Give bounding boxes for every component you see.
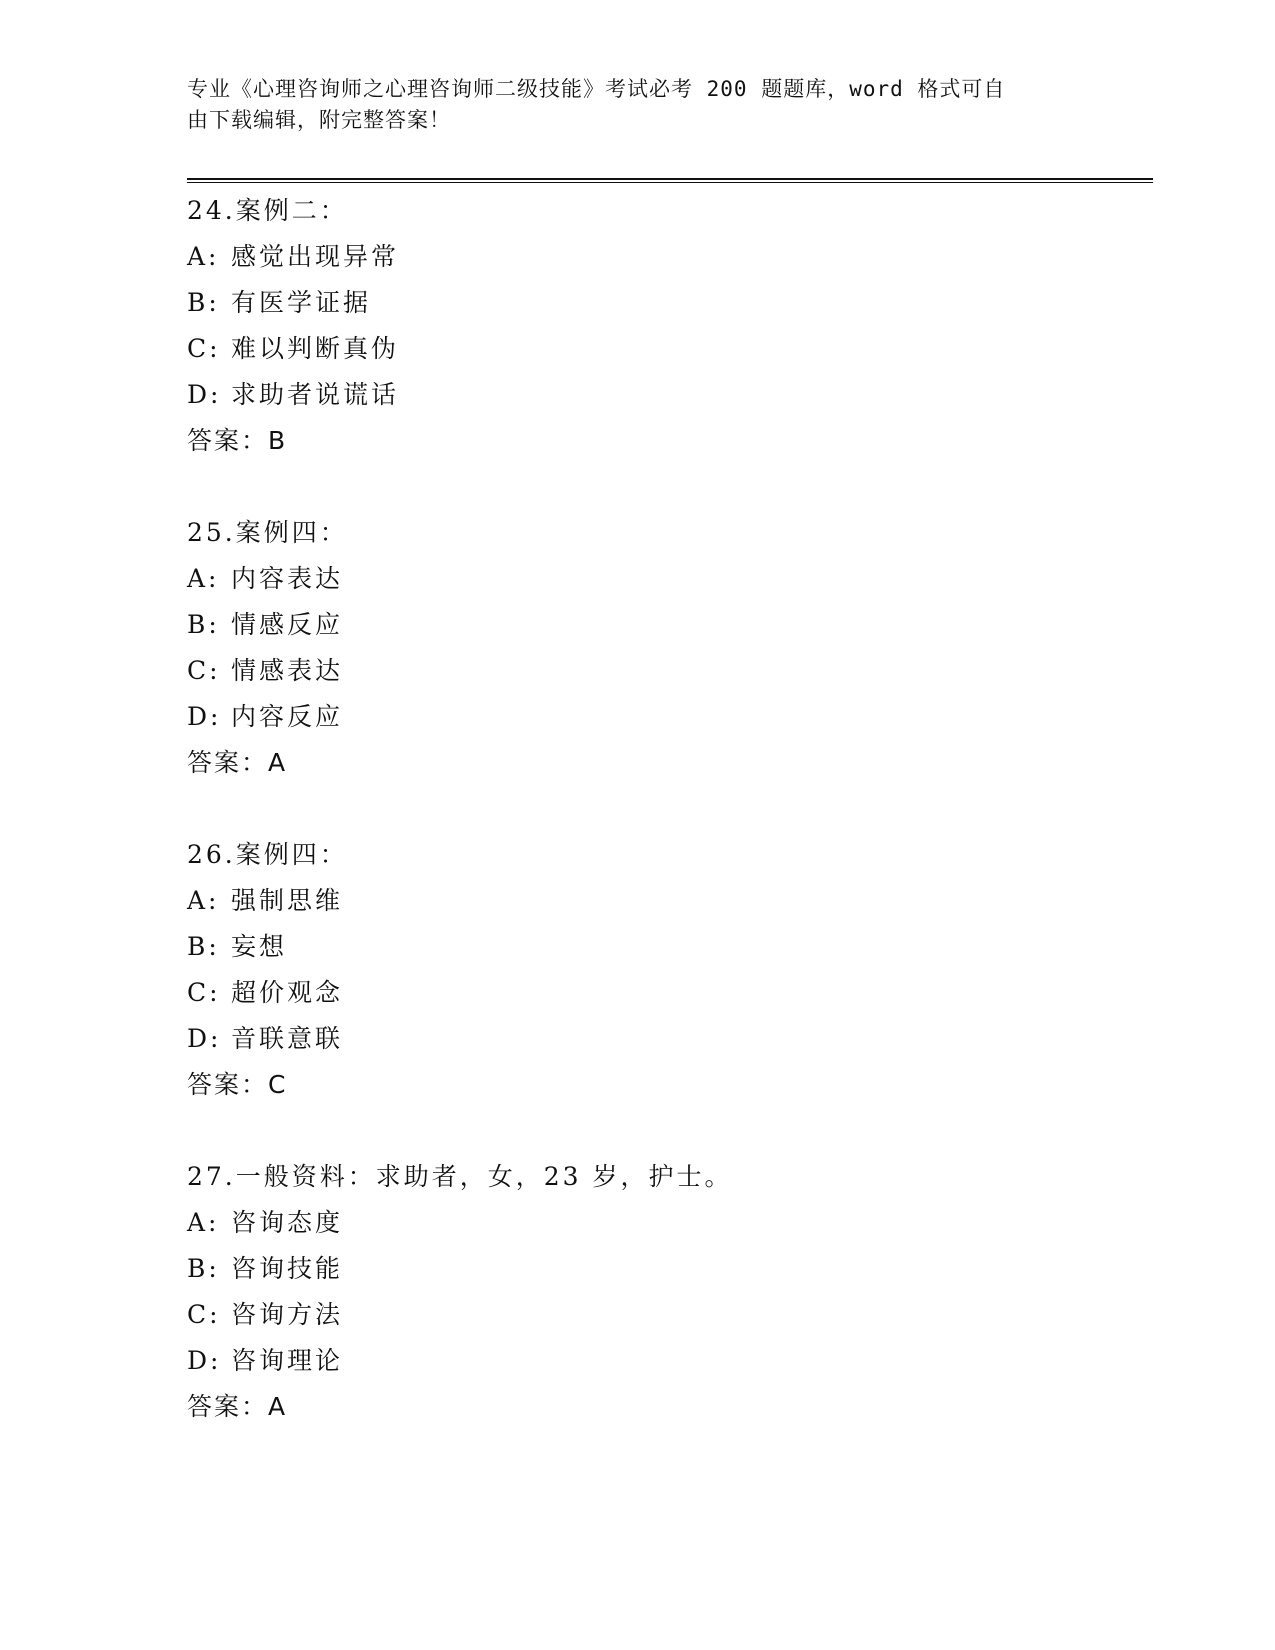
- answer-line: 答案：A: [187, 748, 288, 777]
- header-line-2: 由下载编辑，附完整答案！: [187, 108, 451, 132]
- question-block: [187, 510, 1147, 786]
- option-text: 情感反应: [231, 610, 344, 639]
- option-letter: A:: [187, 564, 220, 593]
- question-stem: 25.案例四：: [187, 518, 348, 547]
- option-text: 求助者说谎话: [231, 380, 400, 409]
- question-stem: 26.案例四：: [187, 840, 348, 869]
- option-a: [187, 1200, 1147, 1246]
- option-a: [187, 556, 1147, 602]
- option-letter: C:: [187, 1300, 221, 1329]
- option-c: [187, 970, 1147, 1016]
- option-text: 感觉出现异常: [231, 242, 400, 271]
- option-text: 超价观念: [231, 978, 344, 1007]
- option-b: [187, 1246, 1147, 1292]
- option-letter: B:: [187, 610, 220, 639]
- option-b: [187, 280, 1147, 326]
- option-text: 强制思维: [231, 886, 344, 915]
- option-letter: C:: [187, 978, 221, 1007]
- option-letter: C:: [187, 334, 221, 363]
- question-block: [187, 1154, 1147, 1430]
- option-letter: D:: [187, 380, 222, 409]
- option-letter: B:: [187, 932, 220, 961]
- option-text: 内容反应: [231, 702, 344, 731]
- answer-line: 答案：C: [187, 1070, 288, 1099]
- option-text: 有医学证据: [231, 288, 372, 317]
- option-d: [187, 1338, 1147, 1384]
- option-letter: A:: [187, 886, 220, 915]
- option-c: [187, 648, 1147, 694]
- option-a: [187, 234, 1147, 280]
- option-letter: B:: [187, 1254, 220, 1283]
- option-d: [187, 1016, 1147, 1062]
- option-text: 音联意联: [231, 1024, 344, 1053]
- option-letter: D:: [187, 1346, 222, 1375]
- answer-line: 答案：B: [187, 426, 288, 455]
- option-text: 妄想: [231, 932, 288, 961]
- option-text: 咨询态度: [231, 1208, 344, 1237]
- option-d: [187, 694, 1147, 740]
- option-text: 咨询方法: [231, 1300, 344, 1329]
- question-list: [187, 188, 1147, 1476]
- option-a: [187, 878, 1147, 924]
- question-stem: 24.案例二：: [187, 196, 348, 225]
- option-letter: C:: [187, 656, 221, 685]
- option-letter: B:: [187, 288, 220, 317]
- option-c: [187, 326, 1147, 372]
- question-block: [187, 832, 1147, 1108]
- document-header: [187, 74, 1067, 136]
- option-letter: D:: [187, 1024, 222, 1053]
- option-b: [187, 924, 1147, 970]
- option-d: [187, 372, 1147, 418]
- question-stem: 27.一般资料：求助者，女，23 岁，护士。: [187, 1162, 733, 1191]
- question-block: [187, 188, 1147, 464]
- option-text: 咨询理论: [231, 1346, 344, 1375]
- option-text: 咨询技能: [231, 1254, 344, 1283]
- option-text: 难以判断真伪: [231, 334, 400, 363]
- option-letter: A:: [187, 242, 220, 271]
- header-divider-thick: [187, 178, 1153, 180]
- option-text: 情感表达: [231, 656, 344, 685]
- option-text: 内容表达: [231, 564, 344, 593]
- option-letter: A:: [187, 1208, 220, 1237]
- answer-line: 答案：A: [187, 1392, 288, 1421]
- header-divider-thin: [187, 182, 1153, 183]
- option-c: [187, 1292, 1147, 1338]
- option-letter: D:: [187, 702, 222, 731]
- header-line-1: 专业《心理咨询师之心理咨询师二级技能》考试必考 200 题题库，word 格式可自: [187, 77, 1006, 101]
- option-b: [187, 602, 1147, 648]
